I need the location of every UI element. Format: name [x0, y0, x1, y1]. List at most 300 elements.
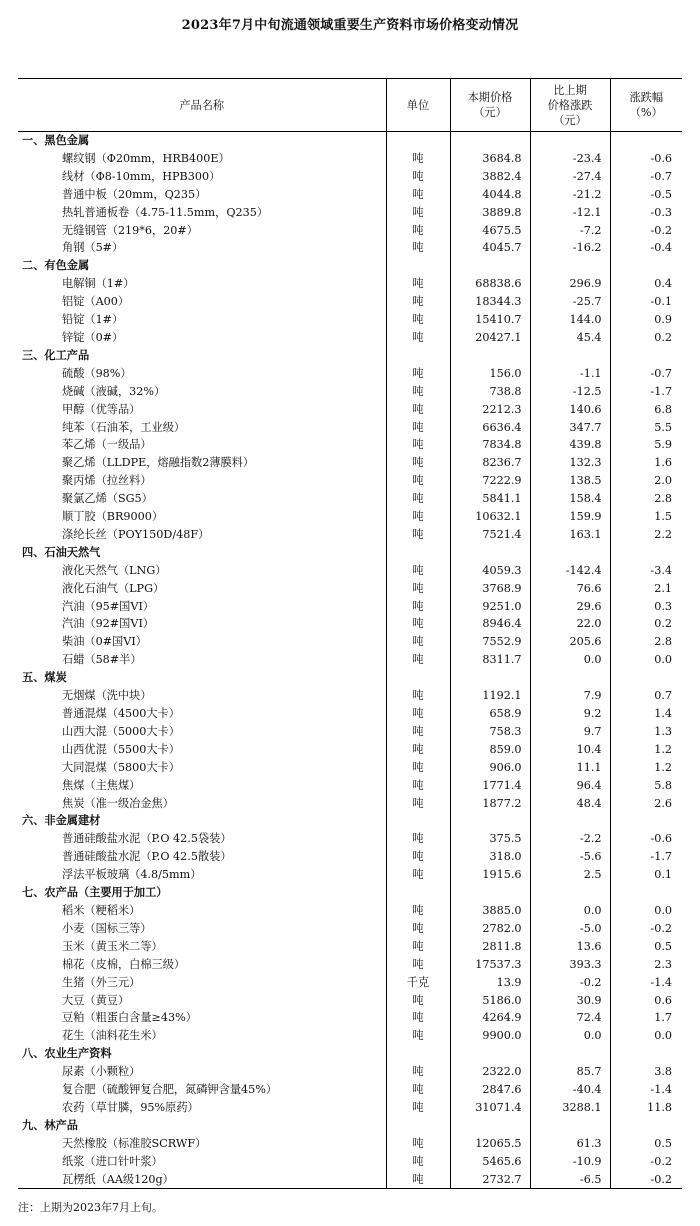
table-row	[18, 436, 682, 454]
unit-cell: 吨	[386, 1135, 450, 1153]
change-cell: 439.8	[530, 436, 610, 454]
product-name: 螺纹钢（Φ20mm，HRB400E）	[62, 151, 230, 165]
percent-cell: -0.4	[610, 239, 682, 257]
unit-cell: 吨	[386, 562, 450, 580]
header-current-price: 本期价格 （元）	[450, 79, 530, 132]
price-cell: 3684.8	[450, 150, 530, 168]
price-cell: 2212.3	[450, 401, 530, 419]
unit-cell: 吨	[386, 920, 450, 938]
empty-cell	[450, 884, 530, 902]
unit-cell: 吨	[386, 651, 450, 669]
change-cell: -142.4	[530, 562, 610, 580]
unit-cell: 吨	[386, 454, 450, 472]
unit-cell: 吨	[386, 866, 450, 884]
price-cell: 4044.8	[450, 186, 530, 204]
unit-cell: 吨	[386, 401, 450, 419]
price-cell: 2847.6	[450, 1081, 530, 1099]
product-name: 焦煤（主焦煤）	[62, 778, 141, 792]
price-cell: 7521.4	[450, 526, 530, 544]
change-cell: 29.6	[530, 598, 610, 616]
change-cell: -0.2	[530, 974, 610, 992]
product-name: 纸浆（进口针叶浆）	[62, 1154, 163, 1168]
table-row	[18, 992, 682, 1010]
table-row	[18, 580, 682, 598]
change-cell: -12.1	[530, 204, 610, 222]
change-cell: -12.5	[530, 383, 610, 401]
unit-cell: 吨	[386, 311, 450, 329]
price-cell: 6636.4	[450, 419, 530, 437]
table-row	[18, 974, 682, 992]
percent-cell: 2.2	[610, 526, 682, 544]
empty-cell	[386, 1045, 450, 1063]
empty-cell	[610, 812, 682, 830]
percent-cell: -3.4	[610, 562, 682, 580]
change-cell: 96.4	[530, 777, 610, 795]
product-name: 山西大混（5000大卡）	[62, 724, 180, 738]
product-name: 聚丙烯（拉丝料）	[62, 474, 152, 488]
table-row	[18, 508, 682, 526]
percent-cell: -0.2	[610, 920, 682, 938]
change-cell: 163.1	[530, 526, 610, 544]
category-row	[18, 1117, 682, 1135]
change-cell: 9.7	[530, 723, 610, 741]
table-row	[18, 1135, 682, 1153]
table-row	[18, 866, 682, 884]
category-row	[18, 669, 682, 687]
table-row	[18, 204, 682, 222]
percent-cell: 0.1	[610, 866, 682, 884]
price-cell: 17537.3	[450, 956, 530, 974]
change-cell: -7.2	[530, 222, 610, 240]
table-row	[18, 490, 682, 508]
change-cell: 30.9	[530, 992, 610, 1010]
empty-cell	[386, 812, 450, 830]
product-name: 硫酸（98%）	[62, 366, 132, 380]
empty-cell	[610, 669, 682, 687]
price-cell: 5186.0	[450, 992, 530, 1010]
change-cell: 3288.1	[530, 1099, 610, 1117]
change-cell: -1.1	[530, 365, 610, 383]
percent-cell: 1.7	[610, 1009, 682, 1027]
price-cell: 4045.7	[450, 239, 530, 257]
price-cell: 10632.1	[450, 508, 530, 526]
change-cell: -2.2	[530, 830, 610, 848]
empty-cell	[530, 544, 610, 562]
unit-cell: 吨	[386, 580, 450, 598]
price-cell: 2732.7	[450, 1171, 530, 1189]
unit-cell: 吨	[386, 293, 450, 311]
empty-cell	[450, 544, 530, 562]
price-cell: 658.9	[450, 705, 530, 723]
price-cell: 1915.6	[450, 866, 530, 884]
price-cell: 2322.0	[450, 1063, 530, 1081]
unit-cell: 吨	[386, 275, 450, 293]
unit-cell: 吨	[386, 1027, 450, 1045]
unit-cell: 吨	[386, 723, 450, 741]
category-row	[18, 884, 682, 902]
table-row	[18, 651, 682, 669]
price-cell: 15410.7	[450, 311, 530, 329]
table-row	[18, 902, 682, 920]
empty-cell	[386, 669, 450, 687]
product-name: 角钢（5#）	[62, 241, 124, 255]
price-cell: 8946.4	[450, 615, 530, 633]
percent-cell: 0.4	[610, 275, 682, 293]
price-cell: 1192.1	[450, 687, 530, 705]
table-row	[18, 472, 682, 490]
price-cell: 5465.6	[450, 1153, 530, 1171]
change-cell: 393.3	[530, 956, 610, 974]
empty-cell	[530, 347, 610, 365]
table-row	[18, 777, 682, 795]
change-cell: 0.0	[530, 1027, 610, 1045]
product-name: 纯苯（石油苯，工业级）	[62, 420, 186, 434]
percent-cell: -1.4	[610, 1081, 682, 1099]
change-cell: 296.9	[530, 275, 610, 293]
unit-cell: 吨	[386, 365, 450, 383]
unit-cell: 吨	[386, 777, 450, 795]
product-name: 花生（油料花生米）	[62, 1029, 163, 1043]
category-title: 六、非金属建材	[22, 813, 101, 828]
table-row	[18, 938, 682, 956]
change-cell: 22.0	[530, 615, 610, 633]
footnote: 注：上期为2023年7月上旬。	[18, 1201, 163, 1214]
price-cell: 4264.9	[450, 1009, 530, 1027]
product-name: 尿素（小颗粒）	[62, 1065, 141, 1079]
unit-cell: 吨	[386, 848, 450, 866]
price-cell: 1877.2	[450, 795, 530, 813]
percent-cell: -1.7	[610, 383, 682, 401]
unit-cell: 吨	[386, 902, 450, 920]
unit-cell: 吨	[386, 1063, 450, 1081]
empty-cell	[610, 132, 682, 150]
unit-cell: 吨	[386, 186, 450, 204]
price-cell: 9900.0	[450, 1027, 530, 1045]
percent-cell: -1.4	[610, 974, 682, 992]
percent-cell: -1.7	[610, 848, 682, 866]
unit-cell: 吨	[386, 992, 450, 1010]
change-cell: 138.5	[530, 472, 610, 490]
price-cell: 3889.8	[450, 204, 530, 222]
unit-cell: 吨	[386, 383, 450, 401]
price-cell: 31071.4	[450, 1099, 530, 1117]
product-name: 甲醇（优等品）	[62, 402, 141, 416]
percent-cell: 0.5	[610, 1135, 682, 1153]
percent-cell: -0.3	[610, 204, 682, 222]
empty-cell	[610, 257, 682, 275]
product-name: 普通硅酸盐水泥（P.O 42.5袋装）	[62, 832, 232, 846]
change-cell: -23.4	[530, 150, 610, 168]
product-name: 汽油（92#国VI）	[62, 617, 155, 631]
unit-cell: 吨	[386, 329, 450, 347]
price-cell: 8311.7	[450, 651, 530, 669]
change-cell: 45.4	[530, 329, 610, 347]
empty-cell	[610, 884, 682, 902]
product-name: 苯乙烯（一级品）	[62, 438, 152, 452]
table-row	[18, 830, 682, 848]
category-row	[18, 257, 682, 275]
percent-cell: 1.3	[610, 723, 682, 741]
category-title: 七、农产品（主要用于加工）	[22, 885, 168, 900]
product-name: 汽油（95#国VI）	[62, 599, 155, 613]
change-cell: 347.7	[530, 419, 610, 437]
product-name: 电解铜（1#）	[62, 277, 135, 291]
category-title: 五、煤炭	[22, 670, 67, 685]
change-cell: 140.6	[530, 401, 610, 419]
percent-cell: 5.5	[610, 419, 682, 437]
empty-cell	[530, 257, 610, 275]
product-name: 液化天然气（LNG）	[62, 563, 167, 577]
change-cell: 158.4	[530, 490, 610, 508]
change-cell: -16.2	[530, 239, 610, 257]
unit-cell: 吨	[386, 956, 450, 974]
percent-cell: 1.2	[610, 759, 682, 777]
empty-cell	[530, 132, 610, 150]
price-cell: 859.0	[450, 741, 530, 759]
change-cell: 144.0	[530, 311, 610, 329]
unit-cell: 吨	[386, 472, 450, 490]
category-row	[18, 132, 682, 150]
category-title: 九、林产品	[22, 1117, 78, 1132]
unit-cell: 吨	[386, 795, 450, 813]
table-row	[18, 1009, 682, 1027]
change-cell: 61.3	[530, 1135, 610, 1153]
table-row	[18, 633, 682, 651]
unit-cell: 吨	[386, 150, 450, 168]
product-name: 无缝钢管（219*6，20#）	[62, 223, 198, 237]
percent-cell: 3.8	[610, 1063, 682, 1081]
price-table	[18, 78, 682, 1189]
percent-cell: 5.9	[610, 436, 682, 454]
product-name: 涤纶长丝（POY150D/48F）	[62, 527, 210, 541]
price-cell: 3768.9	[450, 580, 530, 598]
price-cell: 5841.1	[450, 490, 530, 508]
unit-cell: 吨	[386, 1171, 450, 1189]
unit-cell: 吨	[386, 615, 450, 633]
price-cell: 758.3	[450, 723, 530, 741]
percent-cell: 0.5	[610, 938, 682, 956]
table-row	[18, 275, 682, 293]
product-name: 柴油（0#国VI）	[62, 635, 147, 649]
unit-cell: 吨	[386, 222, 450, 240]
unit-cell: 吨	[386, 526, 450, 544]
change-cell: -27.4	[530, 168, 610, 186]
percent-cell: -0.6	[610, 150, 682, 168]
product-name: 小麦（国标三等）	[62, 921, 152, 935]
price-cell: 8236.7	[450, 454, 530, 472]
category-title: 三、化工产品	[22, 347, 90, 362]
empty-cell	[530, 1045, 610, 1063]
product-name: 液化石油气（LPG）	[62, 581, 165, 595]
table-row	[18, 329, 682, 347]
table-row	[18, 1027, 682, 1045]
table-row	[18, 526, 682, 544]
category-row	[18, 812, 682, 830]
table-row	[18, 615, 682, 633]
empty-cell	[450, 669, 530, 687]
percent-cell: -0.2	[610, 1171, 682, 1189]
price-cell: 4059.3	[450, 562, 530, 580]
product-name: 豆粕（粗蛋白含量≥43%）	[62, 1011, 197, 1025]
percent-cell: 5.8	[610, 777, 682, 795]
empty-cell	[530, 1117, 610, 1135]
percent-cell: 2.0	[610, 472, 682, 490]
header-change-percent: 涨跌幅 （%）	[610, 79, 682, 132]
change-cell: 85.7	[530, 1063, 610, 1081]
header-price-change: 比上期 价格涨跌 （元）	[530, 79, 610, 132]
empty-cell	[450, 1045, 530, 1063]
category-row	[18, 1045, 682, 1063]
price-cell: 9251.0	[450, 598, 530, 616]
price-cell: 20427.1	[450, 329, 530, 347]
product-name: 普通硅酸盐水泥（P.O 42.5散装）	[62, 850, 232, 864]
table-row	[18, 705, 682, 723]
product-name: 棉花（皮棉，白棉三级）	[62, 957, 186, 971]
change-cell: 205.6	[530, 633, 610, 651]
category-title: 二、有色金属	[22, 258, 90, 273]
table-row	[18, 848, 682, 866]
table-row	[18, 401, 682, 419]
table-row	[18, 239, 682, 257]
unit-cell: 吨	[386, 687, 450, 705]
empty-cell	[610, 544, 682, 562]
change-cell: 2.5	[530, 866, 610, 884]
unit-cell: 吨	[386, 938, 450, 956]
table-row	[18, 741, 682, 759]
change-cell: 7.9	[530, 687, 610, 705]
product-name: 生猪（外三元）	[62, 975, 141, 989]
product-name: 普通混煤（4500大卡）	[62, 707, 180, 720]
product-name: 山西优混（5500大卡）	[62, 742, 180, 756]
empty-cell	[386, 257, 450, 275]
price-cell: 318.0	[450, 848, 530, 866]
change-cell: 13.6	[530, 938, 610, 956]
product-name: 线材（Φ8-10mm，HPB300）	[62, 169, 221, 183]
price-cell: 3882.4	[450, 168, 530, 186]
table-row	[18, 168, 682, 186]
price-cell: 906.0	[450, 759, 530, 777]
header-unit: 单位	[386, 79, 450, 132]
table-row	[18, 454, 682, 472]
unit-cell: 吨	[386, 239, 450, 257]
change-cell: -25.7	[530, 293, 610, 311]
percent-cell: -0.2	[610, 222, 682, 240]
price-cell: 68838.6	[450, 275, 530, 293]
category-row	[18, 544, 682, 562]
percent-cell: 0.0	[610, 651, 682, 669]
table-row	[18, 1099, 682, 1117]
table-row	[18, 687, 682, 705]
percent-cell: 1.2	[610, 741, 682, 759]
product-name: 玉米（黄玉米二等）	[62, 939, 163, 953]
unit-cell: 吨	[386, 419, 450, 437]
unit-cell: 吨	[386, 741, 450, 759]
empty-cell	[610, 347, 682, 365]
percent-cell: 0.0	[610, 1027, 682, 1045]
empty-cell	[386, 1117, 450, 1135]
product-name: 顺丁胶（BR9000）	[62, 510, 164, 524]
unit-cell: 吨	[386, 1153, 450, 1171]
percent-cell: 6.8	[610, 401, 682, 419]
percent-cell: 0.2	[610, 329, 682, 347]
table-body	[18, 132, 682, 1189]
empty-cell	[530, 669, 610, 687]
empty-cell	[386, 347, 450, 365]
percent-cell: 2.8	[610, 633, 682, 651]
price-cell: 7222.9	[450, 472, 530, 490]
empty-cell	[450, 812, 530, 830]
change-cell: -5.0	[530, 920, 610, 938]
price-cell: 13.9	[450, 974, 530, 992]
change-cell: 48.4	[530, 795, 610, 813]
unit-cell: 吨	[386, 490, 450, 508]
unit-cell: 吨	[386, 204, 450, 222]
percent-cell: -0.2	[610, 1153, 682, 1171]
table-row	[18, 920, 682, 938]
change-cell: 72.4	[530, 1009, 610, 1027]
unit-cell: 吨	[386, 830, 450, 848]
table-header	[18, 79, 682, 132]
empty-cell	[450, 257, 530, 275]
price-cell: 7834.8	[450, 436, 530, 454]
product-name: 天然橡胶（标准胶SCRWF）	[62, 1136, 207, 1150]
price-cell: 18344.3	[450, 293, 530, 311]
category-title: 一、黑色金属	[22, 133, 90, 147]
percent-cell: 0.6	[610, 992, 682, 1010]
page-title: 2023年7月中旬流通领域重要生产资料市场价格变动情况	[181, 18, 519, 33]
unit-cell: 吨	[386, 598, 450, 616]
percent-cell: 0.2	[610, 615, 682, 633]
product-name: 普通中板（20mm，Q235）	[62, 187, 207, 201]
price-cell: 12065.5	[450, 1135, 530, 1153]
price-cell: 1771.4	[450, 777, 530, 795]
percent-cell: -0.5	[610, 186, 682, 204]
product-name: 农药（草甘膦，95%原药）	[62, 1100, 199, 1114]
change-cell: 0.0	[530, 902, 610, 920]
table-row	[18, 293, 682, 311]
percent-cell: 1.6	[610, 454, 682, 472]
change-cell: 132.3	[530, 454, 610, 472]
product-name: 大豆（黄豆）	[62, 993, 130, 1007]
change-cell: -5.6	[530, 848, 610, 866]
empty-cell	[450, 1117, 530, 1135]
table-row	[18, 795, 682, 813]
price-cell: 738.8	[450, 383, 530, 401]
product-name: 复合肥（硫酸钾复合肥，氮磷钾含量45%）	[62, 1083, 278, 1097]
table-row	[18, 1153, 682, 1171]
change-cell: -10.9	[530, 1153, 610, 1171]
table-row	[18, 598, 682, 616]
empty-cell	[530, 812, 610, 830]
percent-cell: 0.7	[610, 687, 682, 705]
product-name: 焦炭（准一级冶金焦）	[62, 796, 174, 810]
table-row	[18, 311, 682, 329]
table-row	[18, 1081, 682, 1099]
table-row	[18, 956, 682, 974]
product-name: 大同混煤（5800大卡）	[62, 760, 180, 774]
product-name: 稻米（粳稻米）	[62, 903, 141, 917]
percent-cell: 2.8	[610, 490, 682, 508]
table-row	[18, 723, 682, 741]
unit-cell: 吨	[386, 633, 450, 651]
table-row	[18, 419, 682, 437]
price-cell: 4675.5	[450, 222, 530, 240]
percent-cell: 11.8	[610, 1099, 682, 1117]
table-row	[18, 759, 682, 777]
product-name: 锌锭（0#）	[62, 330, 124, 344]
percent-cell: 2.3	[610, 956, 682, 974]
product-name: 聚乙烯（LLDPE，熔融指数2薄膜料）	[62, 456, 255, 470]
